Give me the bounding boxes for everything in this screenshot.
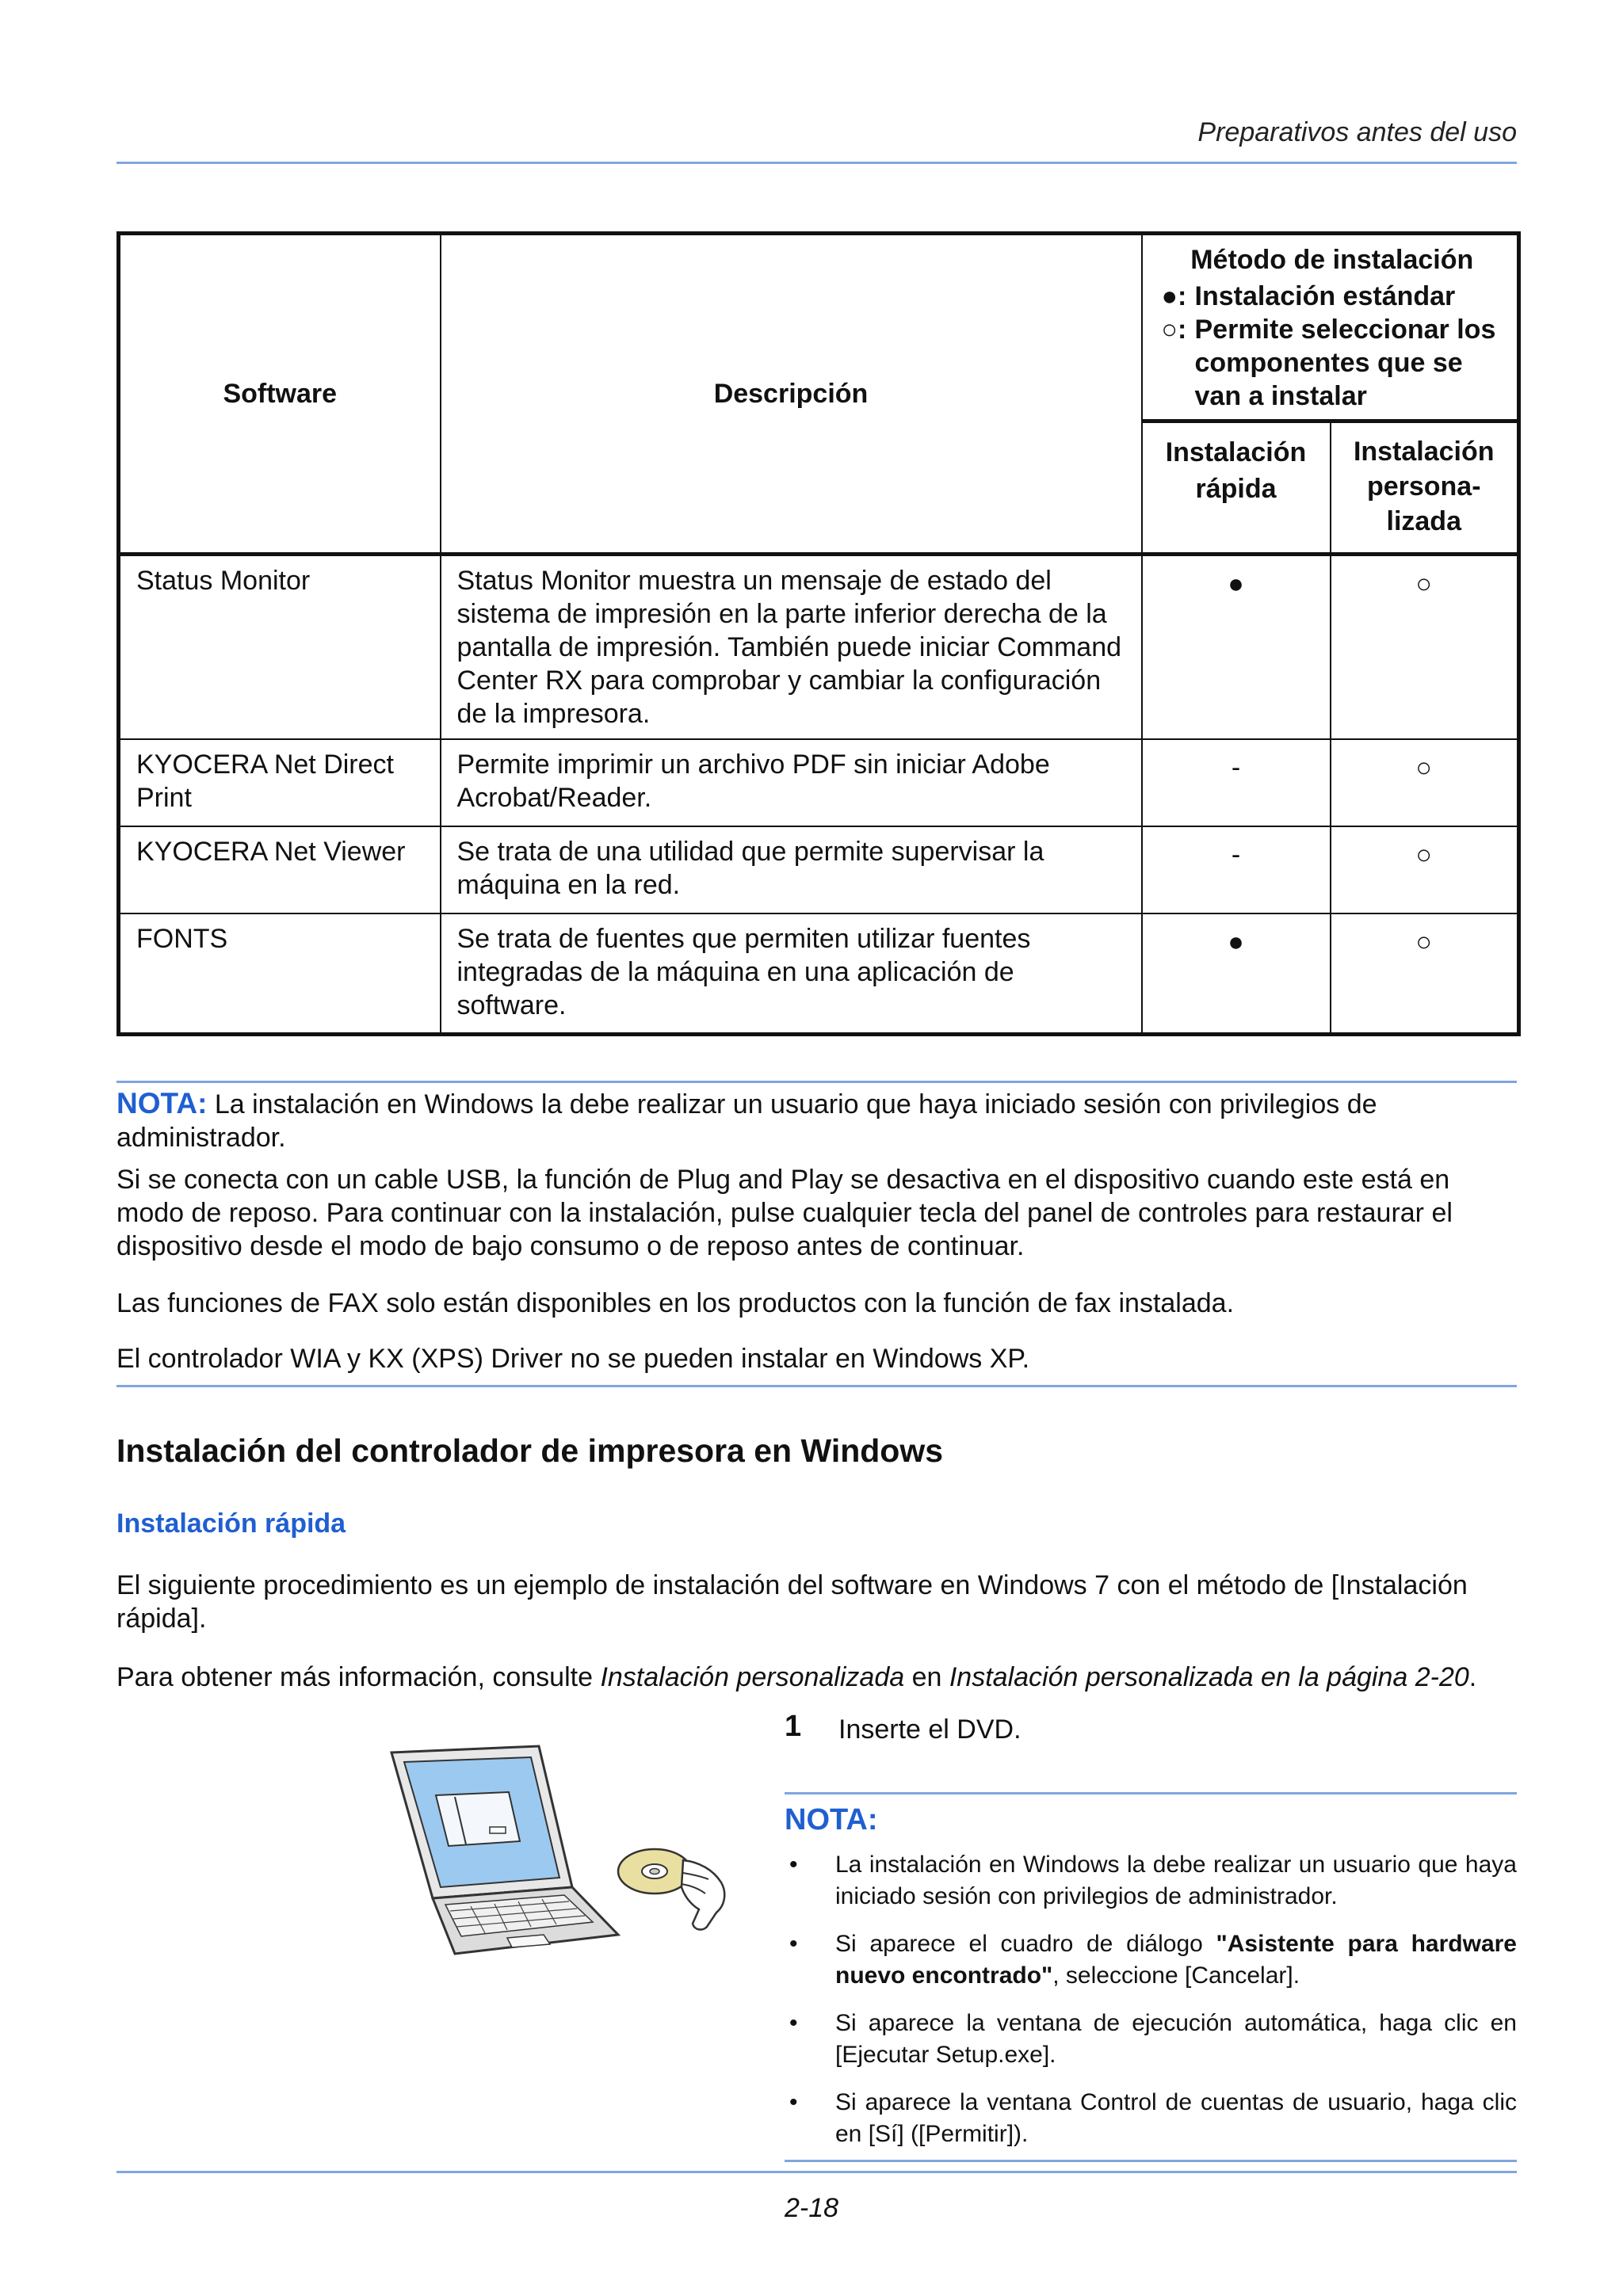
more-info-reference-1: Instalación personalizada xyxy=(600,1662,905,1692)
laptop-dvd-illustration xyxy=(388,1743,737,1957)
table-row xyxy=(119,739,1519,826)
filled-circle-icon: ●: xyxy=(1161,281,1187,311)
col-description-header: Descripción xyxy=(441,234,1142,555)
software-name: KYOCERA Net Direct Print xyxy=(119,739,441,826)
table-row xyxy=(119,555,1519,740)
software-table xyxy=(116,231,1521,1036)
quick-mark: ● xyxy=(1142,555,1331,740)
bullet-icon: • xyxy=(789,1931,798,1957)
software-description: Status Monitor muestra un mensaje de estado del sistema de impresión en la parte inferior derecha de la pantalla de impresión. También puede iniciar Command Center RX para comprobar y cambiar la configuración de la impresora. xyxy=(441,555,1142,740)
table-row xyxy=(119,913,1519,1034)
legend-standard xyxy=(1162,280,1503,313)
note-label: NOTA: xyxy=(116,1087,208,1119)
quick-mark: - xyxy=(1142,739,1331,826)
software-name: Status Monitor xyxy=(119,555,441,740)
note-paragraph-2: Si se conecta con un cable USB, la función de Plug and Play se desactiva en el dispositivo cuando este está en modo de reposo. Para continuar con la instalación, pulse cualquier tecla del panel de controles para restaurar el dispositivo desde el modo de bajo consumo o de reposo antes de continuar. xyxy=(116,1165,1453,1261)
bullet-text-pre: Si aparece el cuadro de diálogo xyxy=(835,1931,1216,1957)
quick-mark: - xyxy=(1142,826,1331,913)
bullet-icon: • xyxy=(789,1852,798,1878)
software-name: FONTS xyxy=(119,913,441,1034)
bullet-text: Si aparece la ventana de ejecución automática, haga clic en [Ejecutar Setup.exe]. xyxy=(835,2010,1517,2068)
note-top-rule xyxy=(116,1081,1517,1083)
note2-bullet-list xyxy=(785,1849,1517,2166)
custom-mark: ○ xyxy=(1331,555,1519,740)
bullet-text: La instalación en Windows la debe realizar un usuario que haya iniciado sesión con privilegios de administrador. xyxy=(835,1852,1517,1909)
note2-bottom-rule xyxy=(785,2160,1517,2162)
list-item xyxy=(785,1849,1517,1913)
more-info-prefix: Para obtener más información, consulte xyxy=(116,1662,601,1692)
note-text: La instalación en Windows la debe realizar un usuario que haya iniciado sesión con privilegios de administrador. xyxy=(116,1089,1377,1153)
bullet-text-bold: "Asistente para hardware nuevo encontrado" xyxy=(835,1931,1517,1989)
method-title: Método de instalación xyxy=(1190,245,1474,275)
step-text: Inserte el DVD. xyxy=(838,1714,1022,1745)
bullet-text xyxy=(835,1928,1517,1992)
software-description: Se trata de una utilidad que permite supervisar la máquina en la red. xyxy=(441,826,1142,913)
footer-rule xyxy=(116,2171,1517,2173)
list-item xyxy=(785,2008,1517,2071)
more-info-end: . xyxy=(1468,1662,1477,1692)
running-header: Preparativos antes del uso xyxy=(1197,117,1517,147)
bullet-icon: • xyxy=(789,2089,798,2115)
legend-custom-text: Permite seleccionar los componentes que se van a instalar xyxy=(1194,315,1496,411)
software-description: Se trata de fuentes que permiten utilizar fuentes integradas de la máquina en una aplicación de software. xyxy=(441,913,1142,1034)
note-bottom-rule xyxy=(116,1385,1517,1387)
list-item xyxy=(785,2087,1517,2150)
bullet-text-post: , seleccione [Cancelar]. xyxy=(1052,1962,1300,1989)
header-rule xyxy=(116,162,1517,164)
note-paragraph-1 xyxy=(116,1087,1517,1154)
note2-top-rule xyxy=(785,1792,1517,1794)
bullet-icon: • xyxy=(789,2010,798,2036)
note-paragraph-4: El controlador WIA y KX (XPS) Driver no se pueden instalar en Windows XP. xyxy=(116,1344,1030,1374)
sub-custom-header: Instalación persona-lizada xyxy=(1331,421,1519,555)
custom-mark: ○ xyxy=(1331,739,1519,826)
page-number: 2-18 xyxy=(784,2193,839,2223)
legend-custom xyxy=(1162,313,1503,413)
quick-mark: ● xyxy=(1142,913,1331,1034)
software-description: Permite imprimir un archivo PDF sin iniciar Adobe Acrobat/Reader. xyxy=(441,739,1142,826)
col-software-header: Software xyxy=(119,234,441,555)
custom-mark: ○ xyxy=(1331,913,1519,1034)
custom-mark: ○ xyxy=(1331,826,1519,913)
section-subheading: Instalación rápida xyxy=(116,1508,346,1539)
more-info-reference-2: Instalación personalizada en la página 2-20 xyxy=(949,1662,1469,1692)
section-heading: Instalación del controlador de impresora en Windows xyxy=(116,1432,944,1469)
table-row xyxy=(119,826,1519,913)
sub-quick-header: Instalación rápida xyxy=(1142,421,1331,555)
section-more-info xyxy=(116,1661,1517,1694)
hollow-circle-icon: ○: xyxy=(1161,315,1187,345)
step-number: 1 xyxy=(785,1710,802,1743)
more-info-mid: en xyxy=(904,1662,949,1692)
install-method-header xyxy=(1142,234,1519,421)
section-intro: El siguiente procedimiento es un ejemplo de instalación del software en Windows 7 con el método de [Instalación rápida]. xyxy=(116,1570,1468,1634)
software-name: KYOCERA Net Viewer xyxy=(119,826,441,913)
legend-standard-text: Instalación estándar xyxy=(1194,281,1456,311)
list-item xyxy=(785,1928,1517,1992)
note-paragraph-3: Las funciones de FAX solo están disponibles en los productos con la función de fax instalada. xyxy=(116,1288,1235,1318)
note2-label: NOTA: xyxy=(785,1803,878,1836)
bullet-text: Si aparece la ventana Control de cuentas de usuario, haga clic en [Sí] ([Permitir]). xyxy=(835,2089,1517,2147)
